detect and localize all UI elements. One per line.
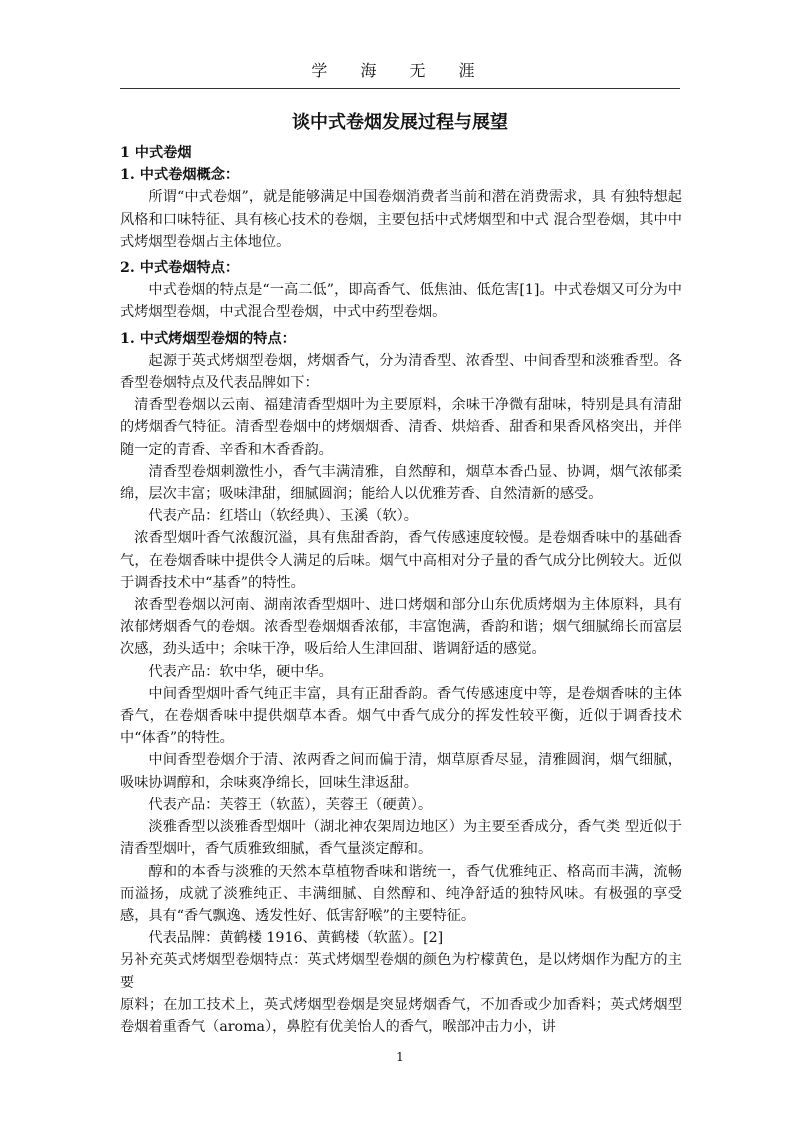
page-header: 学 海 无 涯 xyxy=(311,61,489,80)
paragraph: 原料；在加工技术上，英式烤烟型卷烟是突显烤烟香气，不加香或少加香料；英式烤烟型卷烟着重香气（aroma），鼻腔有优美怡人的香气，喉部冲击力小，讲 xyxy=(120,996,682,1035)
subsection-heading: 1. 中式烤烟型卷烟的特点： xyxy=(120,330,296,347)
section-heading: 1 中式卷烟 xyxy=(120,145,192,161)
paragraph: 清香型卷烟以云南、福建清香型烟叶为主要原料，余味干净微有甜味，特别是具有清甜的烤烟香气特征。清香型卷烟中的烤烟烟香、清香、烘焙香、甜香和果香风格突出，并伴随一定的青香、辛香和木香香韵。 xyxy=(120,397,682,458)
representative-brands: 代表品牌：黄鹤楼 1916、黄鹤楼（软蓝）。[2] xyxy=(148,930,444,947)
page-number: 1 xyxy=(396,1050,404,1064)
paragraph: 所谓“中式卷烟”，就是能够满足中国卷烟消费者当前和潜在消费需求，具 有独特想起风格和口味特征、具有核心技术的卷烟，主要包括中式烤烟型和中式 混合型卷烟，其中中式烤烟型卷烟占主体地位。 xyxy=(120,189,682,250)
paragraph: 中间香型卷烟介于清、浓两香之间而偏于清，烟草原香尽显，清雅圆润，烟气细腻，吸味协调醇和，余味爽净绵长，回味生津返甜。 xyxy=(120,752,682,791)
paragraph: 淡雅香型以淡雅香型烟叶（湖北神农架周边地区）为主要至香成分，香气类 型近似于清香型烟叶，香气质雅致细腻，香气量淡定醇和。 xyxy=(120,819,682,858)
paragraph: 起源于英式烤烟型卷烟，烤烟香气，分为清香型、浓香型、中间香型和淡雅香型。各香型卷烟特点及代表品牌如下： xyxy=(120,352,682,392)
representative-products: 代表产品：软中华，硬中华。 xyxy=(148,663,333,680)
paragraph: 中式卷烟的特点是“一高二低”，即高香气、低焦油、低危害[1]。中式卷烟又可分为中式烤烟型卷烟，中式混合型卷烟，中式中药型卷烟。 xyxy=(120,282,682,321)
representative-products: 代表产品：红塔山（软经典）、玉溪（软）。 xyxy=(148,508,418,525)
paragraph: 醇和的本香与淡雅的天然本草植物香味和谐统一，香气优雅纯正、格高而丰满，流畅而溢扬，成就了淡雅纯正、丰满细腻、自然醇和、纯净舒适的独特风味。有极强的享受感，具有“香气飘逸、透发性好、低害舒喉”的主要特征。 xyxy=(120,863,682,924)
subsection-heading: 2. 中式卷烟特点： xyxy=(120,260,240,277)
document-body xyxy=(120,142,682,1038)
subsection-heading: 1. 中式卷烟概念： xyxy=(120,167,240,184)
paragraph: 浓香型烟叶香气浓馥沉溢，具有焦甜香韵，香气传感速度较慢。是卷烟香味中的基础香气，在卷烟香味中提供令人满足的后味。烟气中高相对分子量的香气成分比例较大。近似于调香技术中“基香”的特性。 xyxy=(120,530,682,591)
document-title: 谈中式卷烟发展过程与展望 xyxy=(292,112,508,133)
header-divider xyxy=(120,88,680,89)
representative-products: 代表产品：芙蓉王（软蓝），芙蓉王（硬黄）。 xyxy=(148,796,433,813)
paragraph: 浓香型卷烟以河南、湖南浓香型烟叶、进口烤烟和部分山东优质烤烟为主体原料，具有浓郁烤烟香气的卷烟。浓香型卷烟烟香浓郁，丰富饱满，香韵和谐；烟气细腻绵长而富层次感，劲头适中；余味干净，吸后给人生津回甜、谐调舒适的感觉。 xyxy=(120,597,682,658)
paragraph: 中间香型烟叶香气纯正丰富，具有正甜香韵。香气传感速度中等，是卷烟香味的主体香气，在卷烟香味中提供烟草本香。烟气中香气成分的挥发性较平衡，近似于调香技术中“体香”的特性。 xyxy=(120,685,682,747)
paragraph: 另补充英式烤烟型卷烟特点：英式烤烟型卷烟的颜色为柠檬黄色，是以烤烟作为配方的主要 xyxy=(120,952,682,991)
paragraph: 清香型卷烟刺激性小，香气丰满清雅，自然醇和，烟草本香凸显、协调，烟气浓郁柔绵，层次丰富；吸味津甜，细腻圆润；能给人以优雅芳香、自然清新的感受。 xyxy=(120,463,682,503)
